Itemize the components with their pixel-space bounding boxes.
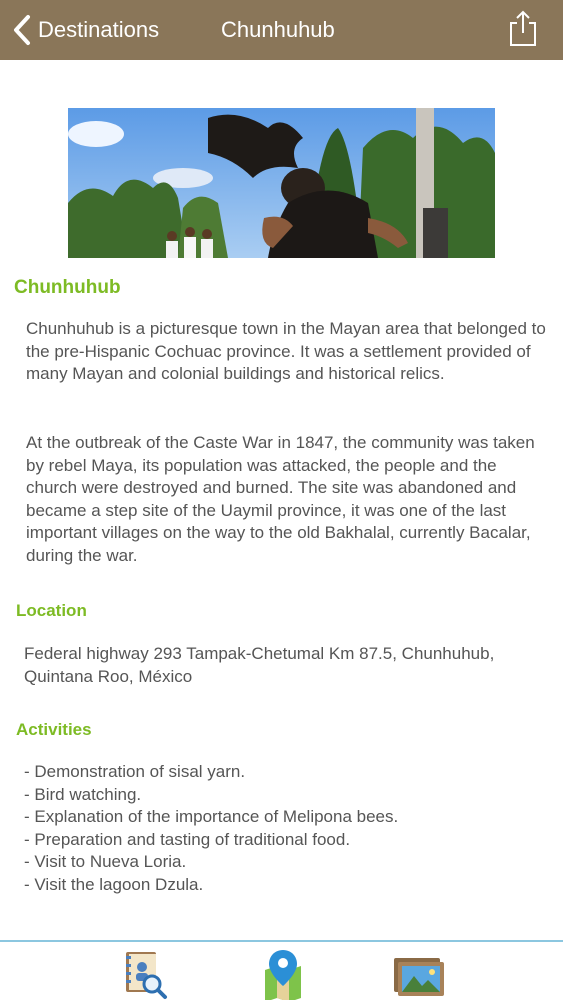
share-button[interactable] xyxy=(506,9,540,47)
location-text: Federal highway 293 Tampak-Chetumal Km 87.5, Chunhuhub, Quintana Roo, México xyxy=(24,644,495,686)
intro-paragraph-2: At the outbreak of the Caste War in 1847, the community was taken by rebel Maya, its population was attacked, the people and the church were destroyed and burned. The site was abandoned and became a step site of the Uaymil province, it was one of the last important villages on the way to the old Bakhalal, currently Bacalar, during the war. xyxy=(26,433,535,565)
back-button[interactable] xyxy=(12,12,159,48)
back-button-label: Destinations xyxy=(38,17,160,42)
chevron-left-icon xyxy=(12,14,32,46)
map-pin-icon xyxy=(259,948,307,1000)
list-item: - Explanation of the importance of Melipona bees. xyxy=(24,807,399,827)
activities-heading: Activities xyxy=(16,720,92,739)
list-item: - Bird watching. xyxy=(24,784,142,804)
guide-search-icon xyxy=(120,948,168,1000)
tab-guide-search[interactable] xyxy=(120,948,168,1000)
hero-image xyxy=(68,108,495,258)
intro-paragraph-1: Chunhuhub is a picturesque town in the Mayan area that belonged to the pre-Hispanic Cochuac province. It was a settlement provided of many Mayan and colonial buildings and historical relics. xyxy=(26,319,546,384)
destination-title: Chunhuhub xyxy=(14,277,121,298)
navigation-bar xyxy=(0,0,563,60)
list-item: - Visit to Nueva Loria. xyxy=(24,852,187,872)
photo-gallery-icon xyxy=(392,948,446,1000)
activities-list xyxy=(24,761,398,897)
page-title: Chunhuhub xyxy=(221,17,335,42)
bottom-tab-bar xyxy=(0,940,563,1002)
tab-map[interactable] xyxy=(259,948,307,1000)
list-item: - Demonstration of sisal yarn. xyxy=(24,762,246,781)
tab-gallery[interactable] xyxy=(392,948,440,1000)
share-icon xyxy=(506,9,540,47)
location-heading: Location xyxy=(16,601,87,620)
list-item: - Visit the lagoon Dzula. xyxy=(24,874,204,894)
list-item: - Preparation and tasting of traditional food. xyxy=(24,829,351,849)
